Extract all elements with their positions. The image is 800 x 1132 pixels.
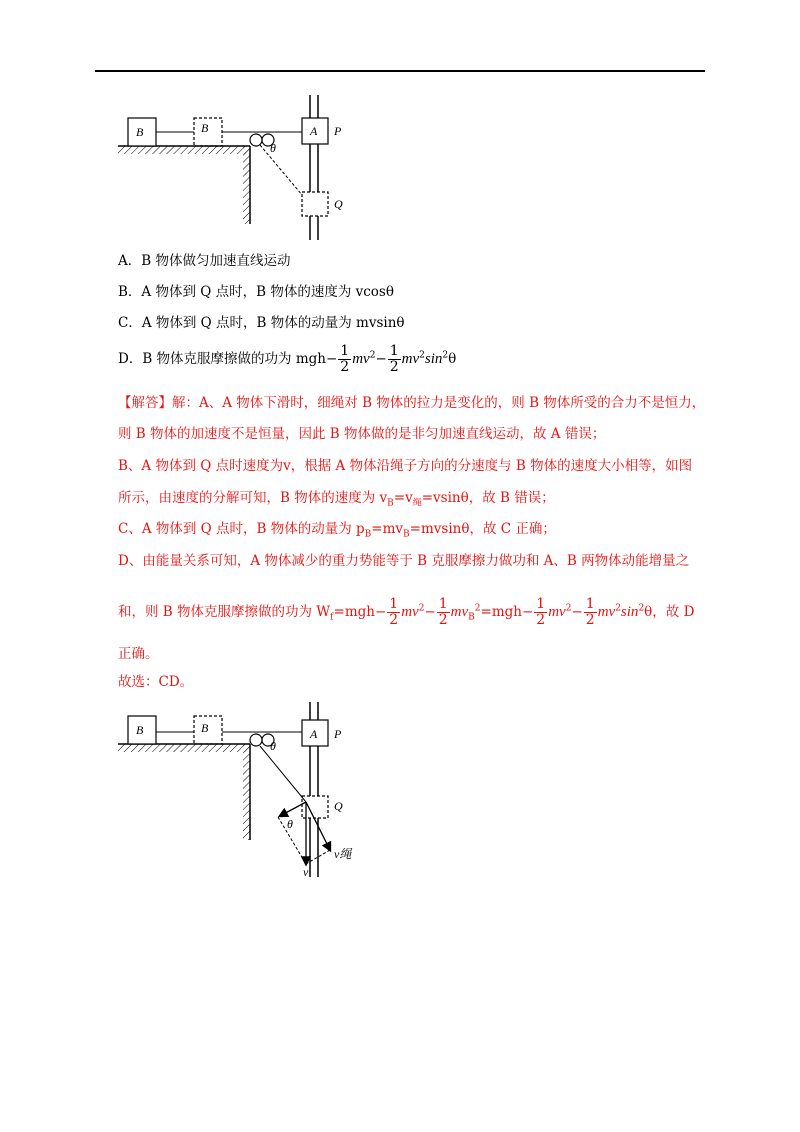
svg-text:θ: θ (270, 739, 276, 753)
block-a-at-q (302, 192, 328, 216)
solution-line-3: B、A 物体到 Q 点时速度为v，根据 A 物体沿绳子方向的分速度与 B 物体的速度大小相等，如图 (118, 458, 693, 474)
figure-pulley-setup (110, 90, 360, 250)
figure-velocity-decomposition (110, 702, 370, 882)
label-v-rope: v绳 (334, 847, 352, 861)
svg-text:Q: Q (334, 799, 343, 813)
option-a: A．B 物体做匀加速直线运动 (118, 253, 291, 269)
solution-line-5: C、A 物体到 Q 点时，B 物体的动量为 $p_B=mv_B=mvsin\theta$，故 C 正确； (118, 521, 556, 540)
answer-line: 故选：CD。 (118, 674, 194, 690)
svg-text:A: A (310, 727, 318, 741)
fraction: $\frac{1}{2}$ (340, 343, 350, 375)
svg-text:B: B (136, 723, 144, 737)
label-q: Q (334, 197, 343, 211)
label-b: B (136, 125, 144, 139)
solution-line-4: 所示，由速度的分解可知，B 物体的速度为 $v_B=v_绳=vsin\theta$，故 B 错误； (118, 490, 555, 509)
label-p: P (334, 124, 342, 138)
ground-hatch (118, 146, 250, 154)
svg-text:P: P (334, 727, 342, 741)
label-v: v (303, 865, 309, 879)
svg-text:B: B (201, 121, 209, 135)
solution-line-1: 【解答】解：A、A 物体下滑时，细绳对 B 物体的拉力是变化的，则 B 物体所受的合力不是恒力， (118, 395, 706, 411)
wall-hatch (243, 146, 250, 224)
pulley (250, 134, 262, 146)
solution-line-2: 则 B 物体的加速度不是恒量，因此 B 物体做的是非匀加速直线运动，故 A 错误； (118, 426, 606, 442)
option-b: B．A 物体到 Q 点时，B 物体的速度为 vcosθ (118, 284, 394, 300)
solution-line-7: 和，则 B 物体克服摩擦做的功为 $W_f=mgh-$ $\frac{1}{2}$ $mv^2-$ $\frac{1}{2}$ $mv_B^2=mgh-$ $\frac{1}{2}$ $mv^2-$ $\frac{1}{2}$ $mv^2\sin^2\theta$，故 D (118, 596, 695, 628)
solution-line-8: 正确。 (118, 646, 159, 662)
option-c: C．A 物体到 Q 点时，B 物体的动量为 mvsinθ (118, 315, 405, 331)
label-a: A (310, 124, 318, 138)
header-rule (95, 70, 705, 72)
svg-text:B: B (201, 721, 209, 735)
option-d: D．B 物体克服摩擦做的功为 mgh− $\frac{1}{2}$ $mv^2-$ $\frac{1}{2}$ $mv^2\sin^2\theta$ (118, 343, 457, 375)
svg-text:θ: θ (287, 817, 293, 831)
solution-line-6: D、由能量关系可知，A 物体减少的重力势能等于 B 克服摩擦力做功和 A、B 两物体动能增量之 (118, 553, 690, 569)
label-theta: θ (270, 141, 276, 155)
